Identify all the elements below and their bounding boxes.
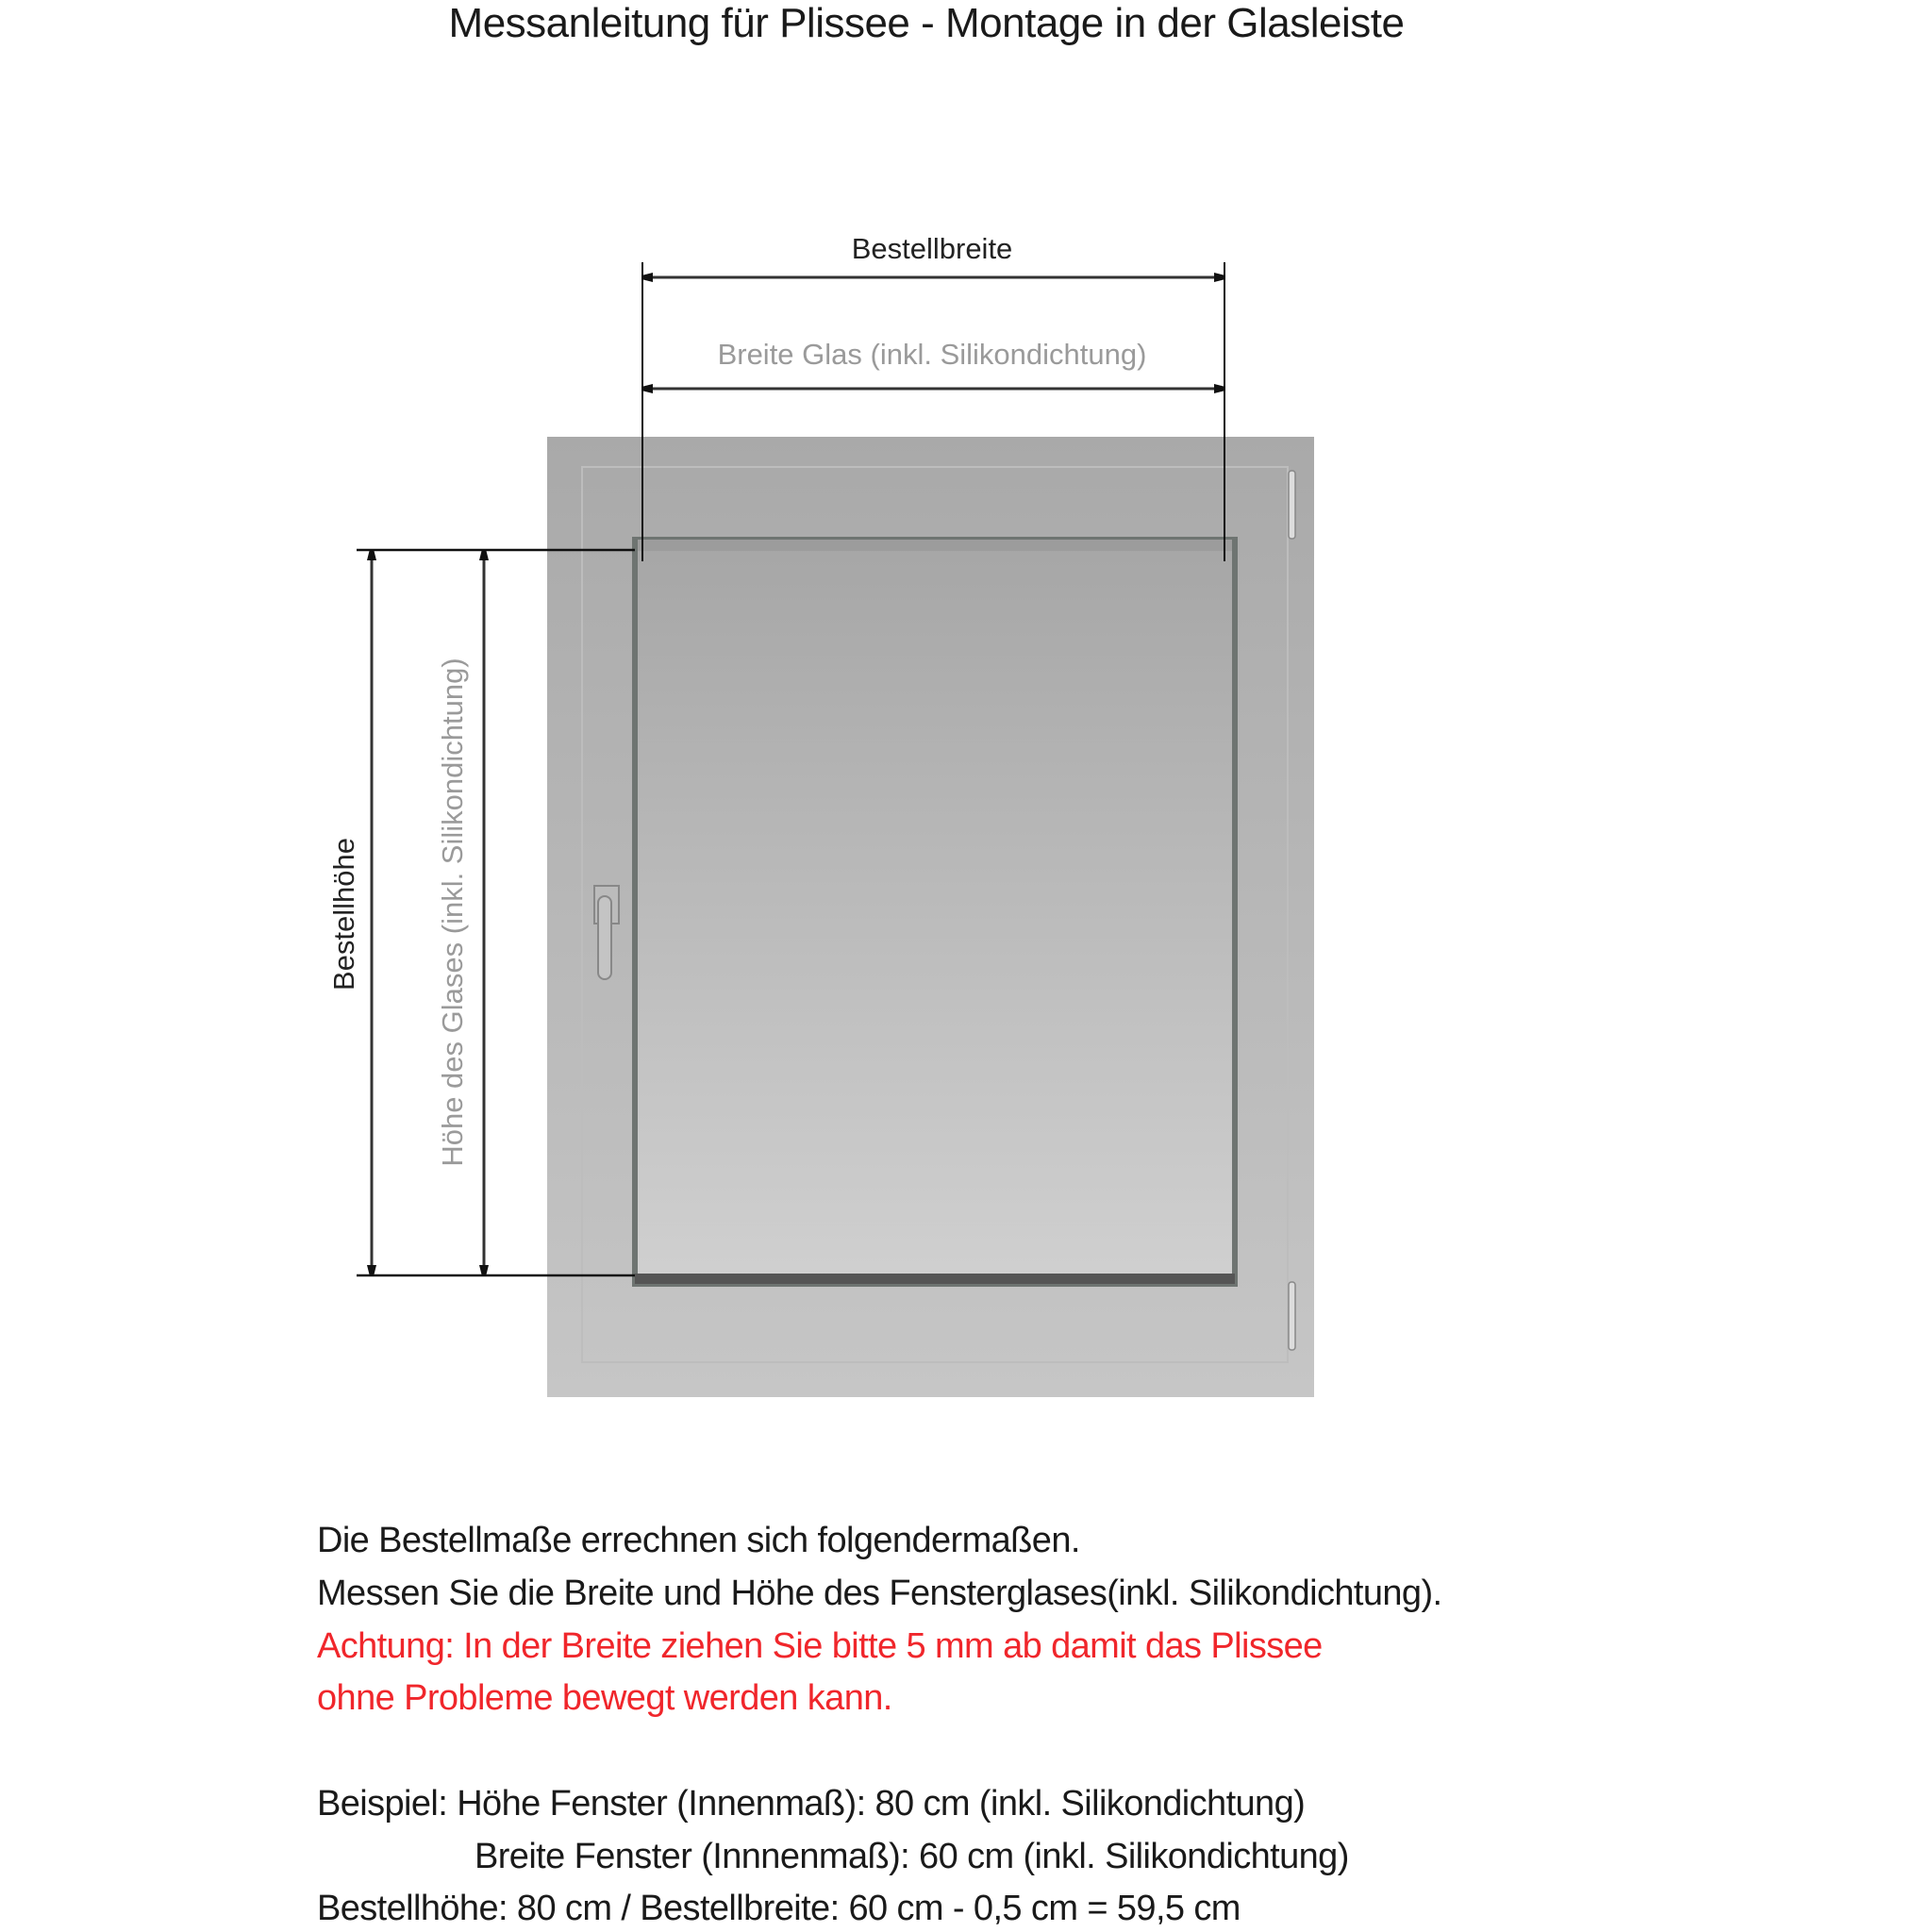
instruction-line: Messen Sie die Breite und Höhe des Fensterglases(inkl. Silikondichtung). [317,1574,1442,1613]
glass-width-label: Breite Glas (inkl. Silikondichtung) [717,338,1147,371]
instruction-line: Die Bestellmaße errechnen sich folgendermaßen. [317,1521,1080,1560]
page-title: Messanleitung für Plissee - Montage in der Glasleiste [448,0,1405,46]
order-width-label: Bestellbreite [851,232,1013,265]
hinge-top [1289,471,1295,539]
hinge-bottom [1289,1282,1295,1350]
result-line: Bestellhöhe: 80 cm / Bestellbreite: 60 cm - 0,5 cm = 59,5 cm [317,1889,1241,1928]
window-glass [635,540,1235,1284]
order-height-label: Bestellhöhe [327,837,360,991]
example-line: Breite Fenster (Innnenmaß): 60 cm (inkl. Silikondichtung) [475,1837,1349,1876]
example-line: Beispiel: Höhe Fenster (Innenmaß): 80 cm (inkl. Silikondichtung) [317,1784,1306,1824]
glass-height-label: Höhe des Glases (inkl. Silikondichtung) [436,658,469,1167]
warning-line: ohne Probleme bewegt werden kann. [317,1678,892,1718]
warning-line: Achtung: In der Breite ziehen Sie bitte 5 mm ab damit das Plissee [317,1626,1323,1666]
